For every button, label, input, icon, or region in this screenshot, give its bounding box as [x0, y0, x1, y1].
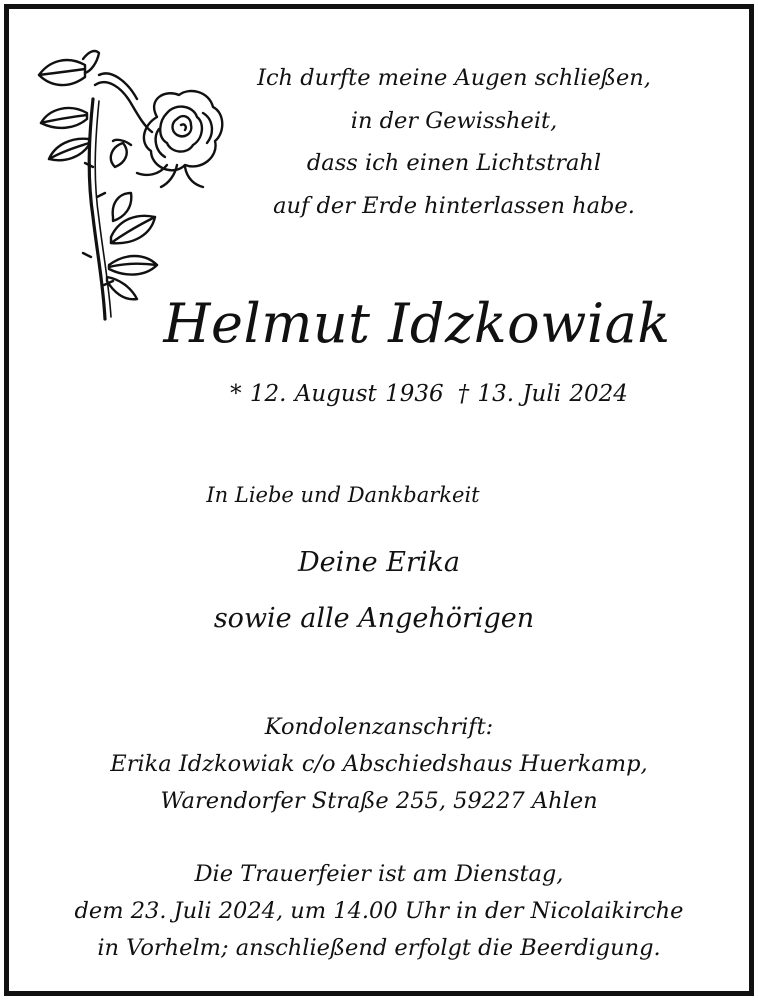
poem-line: auf der Erde hinterlassen habe.: [273, 192, 635, 219]
poem: [219, 57, 689, 227]
family-line: sowie alle Angehörigen: [213, 603, 535, 634]
poem-line: Ich durfte meine Augen schließen,: [257, 65, 651, 91]
funeral-service-info: [9, 856, 749, 967]
birth-date: * 12. August 1936: [230, 381, 444, 407]
condolence-heading: Kondolenzanschrift:: [264, 714, 494, 740]
death-date: † 13. Juli 2024: [457, 381, 628, 407]
life-dates: [59, 381, 758, 407]
poem-line: in der Gewissheit,: [350, 107, 558, 134]
condolence-line: Erika Idzkowiak c/o Abschiedshaus Huerkamp,: [110, 751, 648, 777]
condolence-line: Warendorfer Straße 255, 59227 Ahlen: [160, 788, 598, 814]
rose-drawing: [27, 47, 232, 332]
service-line: dem 23. Juli 2024, um 14.00 Uhr in der Nicolaikirche: [74, 898, 684, 924]
service-line: Die Trauerfeier ist am Dienstag,: [194, 861, 564, 887]
thanks-text: In Liebe und Dankbarkeit: [206, 483, 480, 507]
service-line: in Vorhelm; anschließend erfolgt die Beerdigung.: [97, 935, 661, 961]
condolence-address: [9, 709, 749, 820]
poem-line: dass ich einen Lichtstrahl: [306, 150, 602, 176]
deceased-name: Helmut Idzkowiak: [163, 292, 671, 355]
obituary-frame: [4, 4, 754, 996]
signature: Deine Erika: [298, 547, 460, 578]
